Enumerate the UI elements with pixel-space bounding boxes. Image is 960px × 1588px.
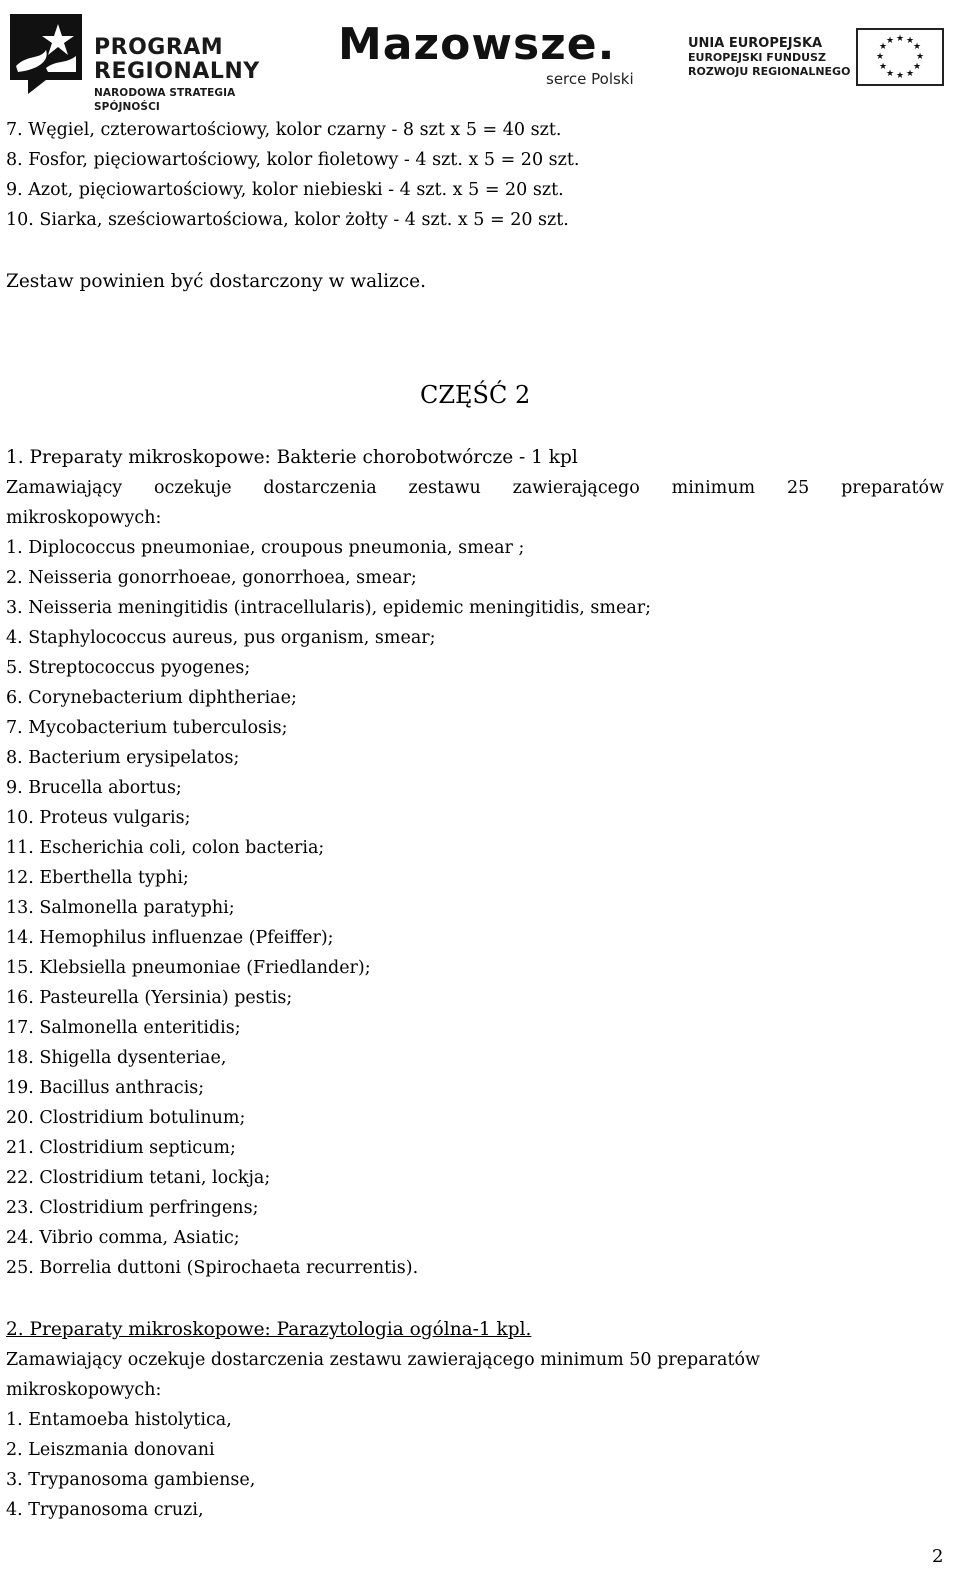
list-item: 3. Neisseria meningitidis (intracellularis), epidemic meningitidis, smear;	[6, 598, 652, 618]
list-item: 4. Trypanosoma cruzi,	[6, 1500, 204, 1520]
list-item: 1. Diplococcus pneumoniae, croupous pneumonia, smear ;	[6, 538, 525, 558]
list-item: 10. Siarka, sześciowartościowa, kolor żołty - 4 szt. x 5 = 20 szt.	[6, 210, 569, 230]
svg-text:★: ★	[895, 34, 905, 44]
list-item: 1. Entamoeba histolytica,	[6, 1410, 232, 1430]
mazowsze-logo-tagline: serce Polski	[546, 70, 634, 88]
mazowsze-logo-word: Mazowsze.	[338, 19, 616, 70]
list-item: 17. Salmonella enteritidis;	[6, 1018, 241, 1038]
list-item: 25. Borrelia duttoni (Spirochaeta recurrentis).	[6, 1258, 419, 1278]
list-item: 7. Węgiel, czterowartościowy, kolor czarny - 8 szt x 5 = 40 szt.	[6, 120, 562, 140]
list-item: 20. Clostridium botulinum;	[6, 1108, 246, 1128]
program-logo-line2: REGIONALNY	[94, 59, 260, 84]
section1-intro-line1: Zamawiający oczekuje dostarczenia zestawu zawierającego minimum 25 preparatów	[6, 478, 944, 498]
eu-logo-line3: ROZWOJU REGIONALNEGO	[688, 65, 851, 78]
list-item: 24. Vibrio comma, Asiatic;	[6, 1228, 240, 1248]
list-item: 2. Leiszmania donovani	[6, 1440, 215, 1460]
list-item: 6. Corynebacterium diphtheriae;	[6, 688, 297, 708]
program-regionalny-logo	[6, 10, 296, 113]
list-item: 16. Pasteurella (Yersinia) pestis;	[6, 988, 293, 1008]
section2-intro-line1: Zamawiający oczekuje dostarczenia zestawu zawierającego minimum 50 preparatów	[6, 1350, 761, 1370]
list-item: 8. Fosfor, pięciowartościowy, kolor fioletowy - 4 szt. x 5 = 20 szt.	[6, 150, 580, 170]
list-item: 9. Azot, pięciowartościowy, kolor niebieski - 4 szt. x 5 = 20 szt.	[6, 180, 564, 200]
list-item: 23. Clostridium perfringens;	[6, 1198, 259, 1218]
svg-text:★: ★	[905, 36, 915, 46]
list-item: 7. Mycobacterium tuberculosis;	[6, 718, 288, 738]
svg-text:★: ★	[915, 52, 925, 62]
list-item: 18. Shigella dysenteriae,	[6, 1048, 227, 1068]
svg-text:★: ★	[885, 69, 895, 79]
list-item: 12. Eberthella typhi;	[6, 868, 189, 888]
list-item: 8. Bacterium erysipelatos;	[6, 748, 240, 768]
mazowsze-logo	[338, 20, 643, 95]
section1-title: 1. Preparaty mikroskopowe: Bakterie chorobotwórcze - 1 kpl	[6, 447, 578, 468]
list-item: 11. Escherichia coli, colon bacteria;	[6, 838, 325, 858]
eu-logo-text	[688, 36, 858, 79]
svg-text:★: ★	[912, 42, 922, 52]
svg-text:★: ★	[912, 62, 922, 72]
list-item: 15. Klebsiella pneumoniae (Friedlander);	[6, 958, 371, 978]
eu-flag-icon	[856, 28, 944, 86]
svg-text:★: ★	[875, 52, 885, 62]
svg-text:★: ★	[905, 69, 915, 79]
list-item: 2. Neisseria gonorrhoeae, gonorrhoea, smear;	[6, 568, 417, 588]
list-item: 10. Proteus vulgaris;	[6, 808, 191, 828]
list-item: 9. Brucella abortus;	[6, 778, 182, 798]
case-note: Zestaw powinien być dostarczony w walizce.	[6, 271, 426, 292]
list-item: 22. Clostridium tetani, lockja;	[6, 1168, 271, 1188]
section1-intro-line2: mikroskopowych:	[6, 508, 162, 528]
part-heading: CZĘŚĆ 2	[420, 381, 531, 409]
program-logo-line3: NARODOWA STRATEGIA SPÓJNOŚCI	[94, 87, 236, 113]
section2-title: 2. Preparaty mikroskopowe: Parazytologia ogólna-1 kpl.	[6, 1319, 532, 1340]
program-emblem-icon	[6, 10, 88, 98]
list-item: 4. Staphylococcus aureus, pus organism, smear;	[6, 628, 436, 648]
list-item: 19. Bacillus anthracis;	[6, 1078, 205, 1098]
list-item: 13. Salmonella paratyphi;	[6, 898, 235, 918]
program-logo-line1: PROGRAM	[94, 35, 224, 60]
eu-logo-line1: UNIA EUROPEJSKA	[688, 36, 823, 51]
list-item: 14. Hemophilus influenzae (Pfeiffer);	[6, 928, 334, 948]
svg-text:★: ★	[878, 42, 888, 52]
page-number: 2	[932, 1546, 944, 1567]
svg-text:★: ★	[878, 62, 888, 72]
page-header	[0, 0, 960, 113]
list-item: 21. Clostridium septicum;	[6, 1138, 236, 1158]
eu-logo-line2: EUROPEJSKI FUNDUSZ	[688, 51, 826, 64]
list-item: 5. Streptococcus pyogenes;	[6, 658, 251, 678]
list-item: 3. Trypanosoma gambiense,	[6, 1470, 256, 1490]
section2-intro-line2: mikroskopowych:	[6, 1380, 162, 1400]
svg-text:★: ★	[885, 36, 895, 46]
svg-text:★: ★	[895, 71, 905, 81]
